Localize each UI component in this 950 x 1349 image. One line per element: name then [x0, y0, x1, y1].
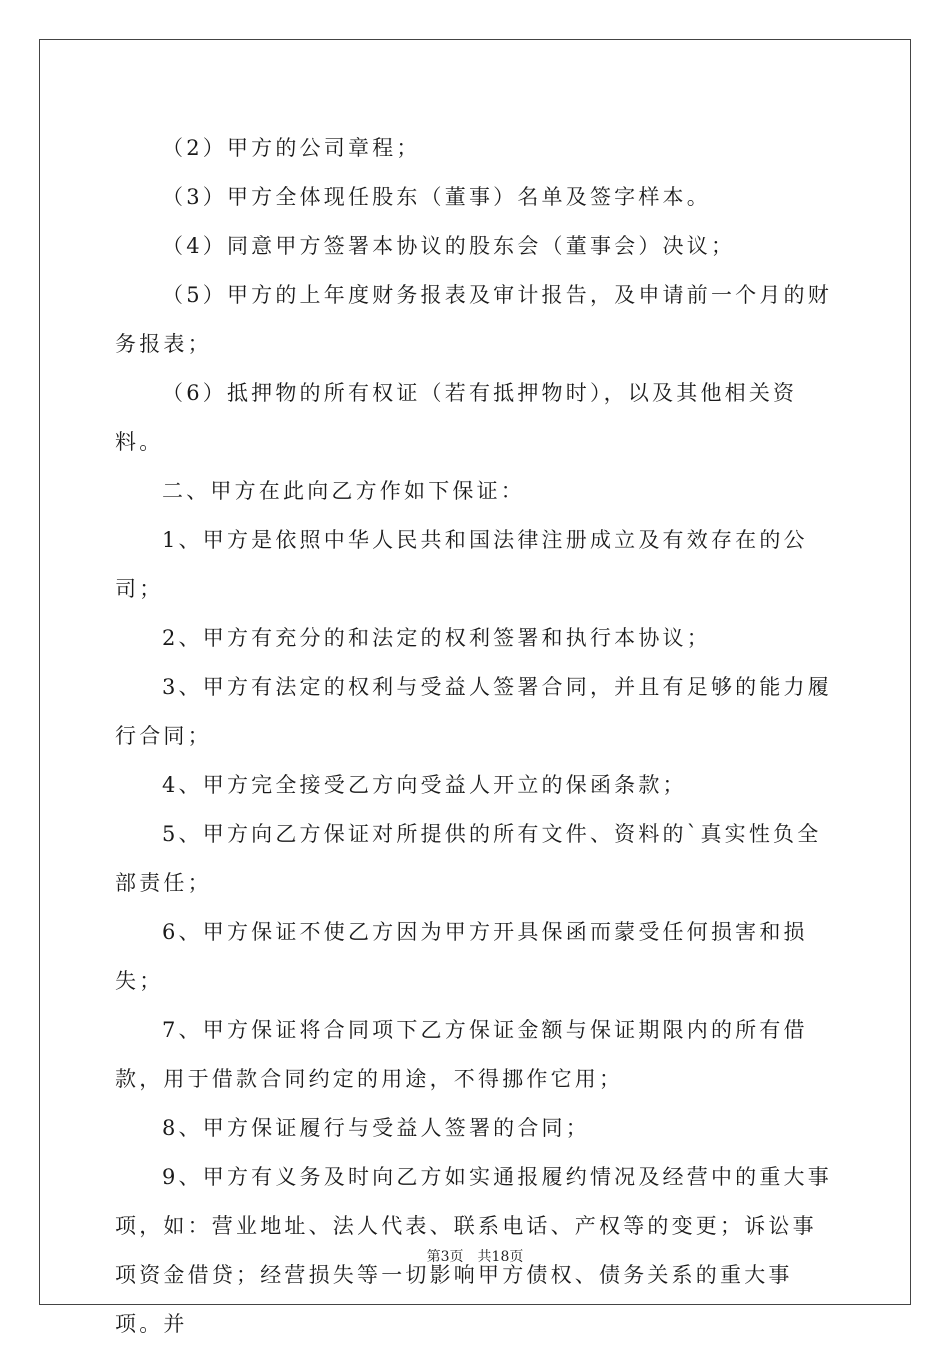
guarantee-item-5: 5、甲方向乙方保证对所提供的所有文件、资料的`真实性负全部责任； [115, 822, 822, 895]
paragraph-item-3: （3）甲方全体现任股东（董事）名单及签字样本。 [162, 185, 711, 209]
paragraph-item-5: （5）甲方的上年度财务报表及审计报告，及申请前一个月的财务报表； [115, 283, 832, 356]
guarantee-item-6: 6、甲方保证不使乙方因为甲方开具保函而蒙受任何损害和损失； [115, 920, 808, 993]
guarantee-item-1: 1、甲方是依照中华人民共和国法律注册成立及有效存在的公司； [115, 528, 808, 601]
guarantee-item-8: 8、甲方保证履行与受益人签署的合同； [162, 1116, 590, 1140]
paragraph-item-4: （4）同意甲方签署本协议的股东会（董事会）决议； [162, 234, 736, 258]
guarantee-item-7: 7、甲方保证将合同项下乙方保证金额与保证期限内的所有借款，用于借款合同约定的用途，不得挪作它用； [115, 1018, 808, 1091]
guarantee-item-3: 3、甲方有法定的权利与受益人签署合同，并且有足够的能力履行合同； [115, 675, 832, 748]
paragraph-item-2: （2）甲方的公司章程； [162, 136, 421, 160]
page-number-footer: 第3页 共18页 [426, 1249, 524, 1265]
document-body [115, 124, 835, 1349]
paragraph-item-6: （6）抵押物的所有权证（若有抵押物时），以及其他相关资料。 [115, 381, 798, 454]
guarantee-item-4: 4、甲方完全接受乙方向受益人开立的保函条款； [162, 773, 687, 797]
section-heading-guarantees: 二、甲方在此向乙方作如下保证： [162, 479, 525, 503]
guarantee-item-2: 2、甲方有充分的和法定的权利签署和执行本协议； [162, 626, 711, 650]
guarantee-item-9: 9、甲方有义务及时向乙方如实通报履约情况及经营中的重大事项，如：营业地址、法人代表、联系电话、产权等的变更；诉讼事项资金借贷；经营损失等一切影响甲方债权、债务关系的重大事项。并 [115, 1165, 832, 1336]
